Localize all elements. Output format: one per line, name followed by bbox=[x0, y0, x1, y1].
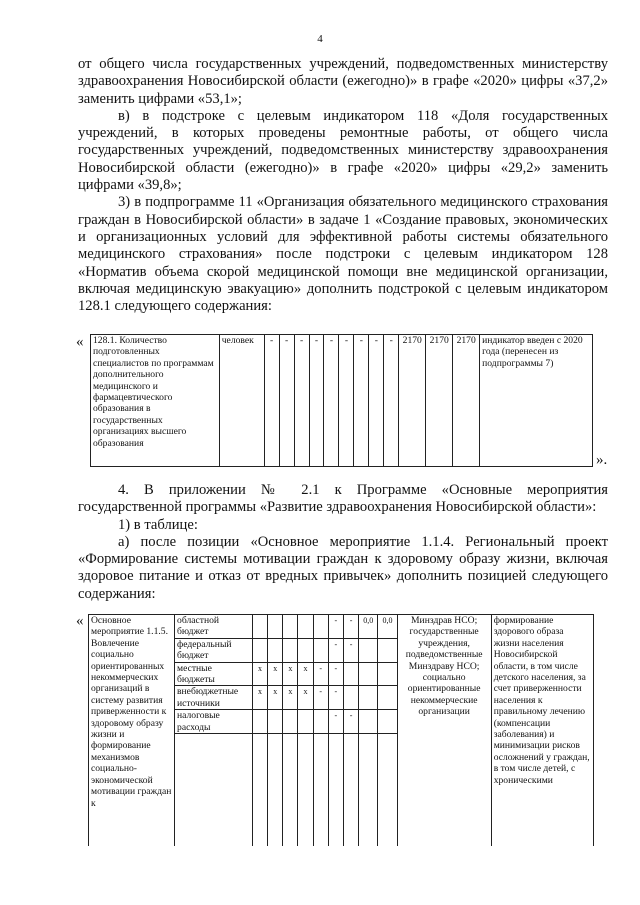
value-cell: x bbox=[298, 686, 313, 710]
value-cell: - bbox=[309, 335, 324, 467]
empty-cell bbox=[175, 734, 253, 847]
value-cell: x bbox=[283, 686, 298, 710]
value-cell: x bbox=[283, 662, 298, 686]
value-cell bbox=[268, 638, 283, 662]
value-cell bbox=[283, 615, 298, 639]
result-cell: формирование здорового образа жизни населения Новосибирской области, в том числе детского населения, за счет приверженности населения к правильному лечению (компенсации заболевания) и минимизации рисков осложнений у граждан, в том числе детей, с хроническими bbox=[491, 615, 593, 847]
source-cell: налоговые расходы bbox=[175, 710, 253, 734]
value-cell: - bbox=[313, 686, 328, 710]
body-text-top bbox=[78, 56, 608, 315]
page-number: 4 bbox=[317, 33, 323, 45]
unit-cell: человек bbox=[219, 335, 264, 467]
value-cell: x bbox=[252, 662, 267, 686]
paragraph-3: 3) в подпрограмме 11 «Организация обязательного медицинского страхования граждан в Новосибирской области» в задаче 1 «Создание правовых, экономических и организационных условий для эффективной работы системы обязательного медицинского страхования» после подстроки с целевым индикатором 128 «Норматив объема скорой медицинской помощи вне медицинской организации, включая медицинскую эвакуацию» дополнить подстрокой с целевым индикатором 128.1 следующего содержания: bbox=[78, 194, 608, 315]
value-cell: 2170 bbox=[399, 335, 426, 467]
body-text-bottom bbox=[78, 482, 608, 603]
value-cell: - bbox=[313, 662, 328, 686]
value-cell bbox=[378, 686, 397, 710]
value-cell: x bbox=[298, 662, 313, 686]
value-cell bbox=[283, 710, 298, 734]
value-cell: 0,0 bbox=[359, 615, 378, 639]
quote-open-2: « bbox=[76, 613, 84, 629]
value-cell bbox=[378, 710, 397, 734]
value-cell: - bbox=[324, 335, 339, 467]
empty-cell bbox=[313, 734, 328, 847]
value-cell: x bbox=[268, 662, 283, 686]
quote-close-1: ». bbox=[596, 452, 608, 468]
source-cell: федеральный бюджет bbox=[175, 638, 253, 662]
value-cell: 2170 bbox=[453, 335, 480, 467]
empty-cell bbox=[283, 734, 298, 847]
value-cell bbox=[268, 615, 283, 639]
value-cell bbox=[298, 615, 313, 639]
value-cell: - bbox=[328, 686, 343, 710]
value-cell bbox=[313, 615, 328, 639]
indicator-table bbox=[90, 334, 593, 467]
empty-cell bbox=[378, 734, 397, 847]
value-cell: - bbox=[343, 638, 358, 662]
empty-cell bbox=[328, 734, 343, 847]
value-cell: - bbox=[328, 615, 343, 639]
note-cell: индикатор введен с 2020 года (перенесен из подпрограммы 7) bbox=[480, 335, 593, 467]
empty-cell bbox=[252, 734, 267, 847]
value-cell: - bbox=[384, 335, 399, 467]
paragraph-2: в) в подстроке с целевым индикатором 118 «Доля государственных учреждений, в которых проведены ремонтные работы, от общего числа государственных учреждений, подведомственных министерству здравоохранения Новосибирской области (ежегодно)» в графе «2020» цифры «29,2» заменить цифрами «39,8»; bbox=[78, 107, 608, 194]
value-cell bbox=[313, 710, 328, 734]
value-cell bbox=[298, 638, 313, 662]
value-cell bbox=[252, 638, 267, 662]
value-cell: 2170 bbox=[426, 335, 453, 467]
value-cell bbox=[378, 638, 397, 662]
source-cell: местные бюджеты bbox=[175, 662, 253, 686]
quote-open-1: « bbox=[76, 334, 84, 350]
empty-cell bbox=[298, 734, 313, 847]
measure-table bbox=[88, 614, 594, 846]
table-row bbox=[89, 615, 594, 639]
value-cell bbox=[378, 662, 397, 686]
value-cell: - bbox=[264, 335, 279, 467]
value-cell: - bbox=[354, 335, 369, 467]
value-cell: - bbox=[294, 335, 309, 467]
value-cell bbox=[313, 638, 328, 662]
value-cell bbox=[268, 710, 283, 734]
source-cell: внебюджетные источники bbox=[175, 686, 253, 710]
value-cell bbox=[252, 615, 267, 639]
value-cell: - bbox=[343, 710, 358, 734]
value-cell: - bbox=[369, 335, 384, 467]
value-cell bbox=[298, 710, 313, 734]
value-cell: - bbox=[328, 662, 343, 686]
executors-cell: Минздрав НСО; государственные учреждения, подведомственные Минздраву НСО; социально ориентированные некоммерческие организации bbox=[397, 615, 491, 847]
value-cell: x bbox=[252, 686, 267, 710]
value-cell bbox=[359, 638, 378, 662]
value-cell bbox=[359, 686, 378, 710]
empty-cell bbox=[268, 734, 283, 847]
empty-cell bbox=[343, 734, 358, 847]
value-cell: - bbox=[328, 710, 343, 734]
value-cell: - bbox=[328, 638, 343, 662]
paragraph-4: 4. В приложении № 2.1 к Программе «Основные мероприятия государственной программы «Развитие здравоохранения Новосибирской области»: bbox=[78, 482, 608, 516]
value-cell bbox=[343, 686, 358, 710]
table-row bbox=[91, 335, 593, 467]
value-cell bbox=[283, 638, 298, 662]
indicator-name-cell: 128.1. Количество подготовленных специалистов по программам дополнительного медицинского и фармацевтического образования в государственных организациях высшего образования bbox=[91, 335, 220, 467]
value-cell bbox=[343, 662, 358, 686]
paragraph-1: от общего числа государственных учреждений, подведомственных министерству здравоохранения Новосибирской области (ежегодно)» в графе «2020» цифры «37,2» заменить цифрами «53,1»; bbox=[78, 56, 608, 107]
paragraph-6: а) после позиции «Основное мероприятие 1.1.4. Региональный проект «Формирование системы мотивации граждан к здоровому образу жизни, включая здоровое питание и отказ от вредных привычек» дополнить позицией следующего содержания: bbox=[78, 533, 608, 602]
value-cell: x bbox=[268, 686, 283, 710]
value-cell: - bbox=[279, 335, 294, 467]
paragraph-5: 1) в таблице: bbox=[118, 516, 198, 533]
source-cell: областной бюджет bbox=[175, 615, 253, 639]
value-cell bbox=[252, 710, 267, 734]
value-cell bbox=[359, 710, 378, 734]
value-cell bbox=[359, 662, 378, 686]
value-cell: - bbox=[343, 615, 358, 639]
measure-name-cell: Основное мероприятие 1.1.5. Вовлечение социально ориентированных некоммерческих организаций в систему развития приверженности к здоровому образу жизни и формирование механизмов социально-экономической мотивации граждан к bbox=[89, 615, 175, 847]
value-cell: 0,0 bbox=[378, 615, 397, 639]
value-cell: - bbox=[339, 335, 354, 467]
empty-cell bbox=[359, 734, 378, 847]
